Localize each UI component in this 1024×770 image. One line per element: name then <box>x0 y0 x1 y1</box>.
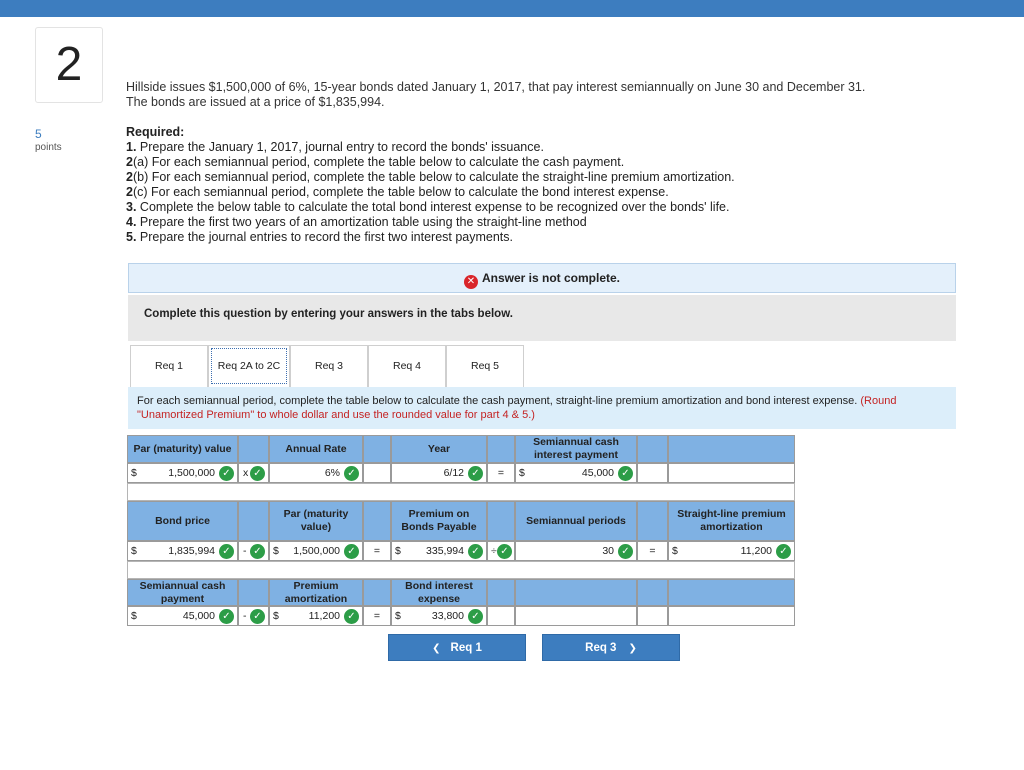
header-semiannual-periods: Semiannual periods <box>515 501 637 541</box>
bond-price-value: 1,835,994 <box>168 545 215 557</box>
check-icon: ✓ <box>219 544 234 559</box>
tab-req-2a-to-2c[interactable] <box>208 345 290 387</box>
header-premium-amortization: Premium amortization <box>269 579 363 606</box>
semiannual-periods-value: 30 <box>602 545 614 557</box>
header-blank <box>363 435 391 463</box>
operator-minus[interactable] <box>238 606 269 626</box>
tab-req-3[interactable]: Req 3 <box>290 345 368 387</box>
spacer-row <box>127 561 795 579</box>
check-icon: ✓ <box>344 609 359 624</box>
tab-req-5[interactable]: Req 5 <box>446 345 524 387</box>
header-year: Year <box>391 435 487 463</box>
check-icon: ✓ <box>468 466 483 481</box>
check-icon: ✓ <box>250 466 265 481</box>
tab-req-2a-to-2c-label: Req 2A to 2C <box>211 348 287 384</box>
straight-line-amortization-input[interactable] <box>668 541 795 561</box>
check-icon: ✓ <box>618 466 633 481</box>
cash-payment-value: 45,000 <box>182 610 215 622</box>
premium-input[interactable] <box>391 541 487 561</box>
empty-input <box>668 606 795 626</box>
operator-blank <box>363 463 391 483</box>
header-blank <box>668 579 795 606</box>
bond-interest-expense-input[interactable] <box>391 606 487 626</box>
header-par-maturity-value: Par (maturity value) <box>269 501 363 541</box>
answer-status-text: Answer is not complete. <box>481 271 621 285</box>
question-number: 2 <box>35 27 103 103</box>
header-bond-interest-expense: Bond interest expense <box>391 579 487 606</box>
check-icon: ✓ <box>618 544 633 559</box>
header-bond-price: Bond price <box>127 501 238 541</box>
operator-equals: = <box>363 606 391 626</box>
question-intro <box>126 80 926 110</box>
bond-price-input[interactable] <box>127 541 238 561</box>
check-icon: ✓ <box>219 466 234 481</box>
operator-equals: = <box>487 463 515 483</box>
required-item: 1. Prepare the January 1, 2017, journal entry to record the bonds' issuance. <box>126 140 544 154</box>
header-premium-on-bonds: Premium on Bonds Payable <box>391 501 487 541</box>
annual-rate-input[interactable] <box>269 463 363 483</box>
header-blank <box>487 435 515 463</box>
chevron-right-icon: ❯ <box>628 643 637 654</box>
error-x-icon: ✕ <box>464 275 478 289</box>
chevron-left-icon: ❮ <box>432 643 441 654</box>
top-bar <box>0 0 1024 17</box>
header-blank <box>238 579 269 606</box>
table-description <box>128 387 956 429</box>
currency-symbol: $ <box>131 610 137 622</box>
operator-equals: = <box>363 541 391 561</box>
required-item: 3. Complete the below table to calculate the total bond interest expense to be recognized over the bonds' life. <box>126 200 730 214</box>
check-icon: ✓ <box>468 544 483 559</box>
required-item: 5. Prepare the journal entries to record the first two interest payments. <box>126 230 514 244</box>
premium-value: 335,994 <box>426 545 464 557</box>
cash-payment-input[interactable] <box>127 606 238 626</box>
semiannual-cash-input[interactable] <box>515 463 637 483</box>
next-req-button[interactable] <box>542 634 680 661</box>
operator-blank <box>637 606 668 626</box>
year-fraction-value: 6/12 <box>443 467 464 479</box>
spacer-row <box>127 483 795 501</box>
par-maturity-value: 1,500,000 <box>293 545 340 557</box>
required-item: 2(a) For each semiannual period, complete the table below to calculate the cash payment. <box>126 155 625 169</box>
tab-req-1[interactable]: Req 1 <box>130 345 208 387</box>
header-blank <box>363 501 391 541</box>
premium-amortization-value: 11,200 <box>308 610 340 622</box>
points-block <box>35 127 62 153</box>
currency-symbol: $ <box>273 610 279 622</box>
required-title: Required: <box>126 125 185 139</box>
operator-symbol: x <box>243 467 249 479</box>
header-blank <box>363 579 391 606</box>
header-blank <box>637 501 668 541</box>
header-annual-rate: Annual Rate <box>269 435 363 463</box>
premium-amortization-input[interactable] <box>269 606 363 626</box>
intro-line-1: Hillside issues $1,500,000 of 6%, 15-year bonds dated January 1, 2017, that pay interest semiannually on June 30 and December 31. <box>126 80 866 94</box>
semiannual-periods-input[interactable] <box>515 541 637 561</box>
operator-symbol: - <box>243 545 247 557</box>
operator-divide[interactable] <box>487 541 515 561</box>
points-label: points <box>35 142 62 153</box>
header-blank <box>637 435 668 463</box>
check-icon: ✓ <box>250 544 265 559</box>
semiannual-cash-value: 45,000 <box>581 467 614 479</box>
operator-minus[interactable] <box>238 541 269 561</box>
header-blank <box>238 435 269 463</box>
header-blank <box>238 501 269 541</box>
currency-symbol: $ <box>131 545 137 557</box>
required-item: 2(c) For each semiannual period, complete the table below to calculate the bond interest expense. <box>126 185 669 199</box>
operator-symbol: ÷ <box>491 545 497 557</box>
header-blank <box>487 579 515 606</box>
currency-symbol: $ <box>395 545 401 557</box>
currency-symbol: $ <box>395 610 401 622</box>
description-main: For each semiannual period, complete the table below to calculate the cash payment, straight-line premium amortization and bond interest expense. <box>137 395 861 407</box>
operator-blank <box>487 606 515 626</box>
header-par-value: Par (maturity) value <box>127 435 238 463</box>
header-semiannual-cash-payment: Semiannual cash interest payment <box>515 435 637 463</box>
answer-status-banner <box>128 263 956 293</box>
empty-input <box>515 606 637 626</box>
check-icon: ✓ <box>344 544 359 559</box>
straight-line-amortization-value: 11,200 <box>740 545 772 557</box>
required-list <box>126 140 735 245</box>
required-section <box>126 125 735 245</box>
bond-interest-expense-value: 33,800 <box>431 610 464 622</box>
operator-symbol: - <box>243 610 247 622</box>
next-req-label: Req 3 <box>585 642 617 654</box>
check-icon: ✓ <box>468 609 483 624</box>
year-fraction-input[interactable] <box>391 463 487 483</box>
rounding-note: (Round "Unamortized Premium" to whole dollar and use the rounded value for part 4 & 5.) <box>137 395 897 421</box>
currency-symbol: $ <box>519 467 525 479</box>
header-blank <box>668 435 795 463</box>
par-value: 1,500,000 <box>168 467 215 479</box>
check-icon: ✓ <box>776 544 791 559</box>
par-value-input[interactable] <box>127 463 238 483</box>
tab-req-4[interactable]: Req 4 <box>368 345 446 387</box>
points-value: 5 <box>35 127 42 141</box>
operator-multiply[interactable] <box>238 463 269 483</box>
operator-equals: = <box>637 541 668 561</box>
header-blank <box>515 579 637 606</box>
header-blank <box>637 579 668 606</box>
intro-line-2: The bonds are issued at a price of $1,835,994. <box>126 95 385 109</box>
currency-symbol: $ <box>273 545 279 557</box>
currency-symbol: $ <box>672 545 678 557</box>
operator-blank <box>637 463 668 483</box>
header-semiannual-cash-payment: Semiannual cash payment <box>127 579 238 606</box>
annual-rate-value: 6% <box>324 467 340 479</box>
tabs-instruction: Complete this question by entering your answers in the tabs below. <box>128 295 956 341</box>
check-icon: ✓ <box>344 466 359 481</box>
check-icon: ✓ <box>219 609 234 624</box>
header-straight-line-amortization: Straight-line premium amortization <box>668 501 795 541</box>
check-icon: ✓ <box>250 609 265 624</box>
check-icon: ✓ <box>497 544 512 559</box>
header-blank <box>487 501 515 541</box>
prev-req-label: Req 1 <box>450 642 482 654</box>
empty-input <box>668 463 795 483</box>
par-maturity-input[interactable] <box>269 541 363 561</box>
prev-req-button[interactable] <box>388 634 526 661</box>
required-item: 2(b) For each semiannual period, complete the table below to calculate the straight-line premium amortization. <box>126 170 735 184</box>
required-item: 4. Prepare the first two years of an amortization table using the straight-line method <box>126 215 587 229</box>
currency-symbol: $ <box>131 467 137 479</box>
